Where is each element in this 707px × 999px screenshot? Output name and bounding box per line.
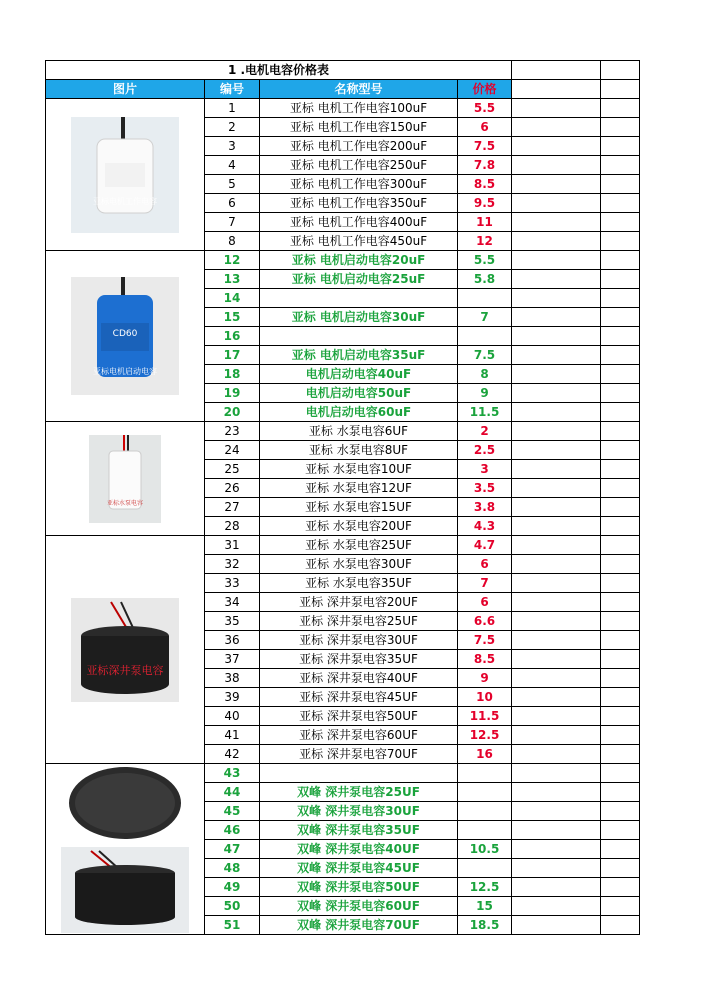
item-name: 双峰 深井泵电容45UF bbox=[260, 859, 458, 878]
item-name: 亚标 深井泵电容70UF bbox=[260, 745, 458, 764]
item-number: 48 bbox=[205, 859, 260, 878]
item-price: 9.5 bbox=[458, 194, 512, 213]
item-number: 15 bbox=[205, 308, 260, 327]
empty-cell[interactable] bbox=[512, 536, 601, 555]
item-price: 8.5 bbox=[458, 175, 512, 194]
empty-cell[interactable] bbox=[601, 555, 640, 574]
item-number: 28 bbox=[205, 517, 260, 536]
empty-cell[interactable] bbox=[512, 821, 601, 840]
item-price: 7.5 bbox=[458, 137, 512, 156]
empty-cell[interactable] bbox=[512, 327, 601, 346]
empty-cell[interactable] bbox=[601, 802, 640, 821]
item-price: 7.5 bbox=[458, 346, 512, 365]
item-number: 37 bbox=[205, 650, 260, 669]
item-price bbox=[458, 821, 512, 840]
empty-cell[interactable] bbox=[512, 365, 601, 384]
empty-cell[interactable] bbox=[601, 308, 640, 327]
item-name: 亚标 电机工作电容450uF bbox=[260, 232, 458, 251]
item-price: 2 bbox=[458, 422, 512, 441]
item-price: 6 bbox=[458, 593, 512, 612]
empty-cell[interactable] bbox=[601, 156, 640, 175]
item-name: 亚标 水泵电容35UF bbox=[260, 574, 458, 593]
empty-cell[interactable] bbox=[512, 498, 601, 517]
item-number: 36 bbox=[205, 631, 260, 650]
empty-cell[interactable] bbox=[512, 137, 601, 156]
item-number: 6 bbox=[205, 194, 260, 213]
item-name: 亚标 电机启动电容20uF bbox=[260, 251, 458, 270]
item-price: 12.5 bbox=[458, 726, 512, 745]
item-price: 9 bbox=[458, 384, 512, 403]
item-name: 亚标 水泵电容20UF bbox=[260, 517, 458, 536]
empty-cell[interactable] bbox=[601, 821, 640, 840]
item-name: 亚标 深井泵电容60UF bbox=[260, 726, 458, 745]
item-price: 7 bbox=[458, 574, 512, 593]
photo-watermark-label: 亚标深井泵电容 bbox=[86, 663, 164, 677]
item-name: 亚标 深井泵电容35UF bbox=[260, 650, 458, 669]
empty-cell[interactable] bbox=[601, 897, 640, 916]
empty-cell[interactable] bbox=[601, 99, 640, 118]
empty-cell[interactable] bbox=[512, 422, 601, 441]
item-price: 11.5 bbox=[458, 403, 512, 422]
empty-cell[interactable] bbox=[512, 612, 601, 631]
empty-cell[interactable] bbox=[601, 783, 640, 802]
empty-cell[interactable] bbox=[512, 175, 601, 194]
table-title: 1 .电机电容价格表 bbox=[46, 61, 512, 80]
item-number: 34 bbox=[205, 593, 260, 612]
empty-cell[interactable] bbox=[601, 403, 640, 422]
item-name: 亚标 深井泵电容25UF bbox=[260, 612, 458, 631]
empty-cell[interactable] bbox=[512, 232, 601, 251]
item-number: 50 bbox=[205, 897, 260, 916]
empty-cell[interactable] bbox=[601, 61, 640, 80]
empty-cell[interactable] bbox=[512, 61, 601, 80]
empty-cell[interactable] bbox=[601, 251, 640, 270]
item-name: 双峰 深井泵电容50UF bbox=[260, 878, 458, 897]
photo-brand-label: CD60 bbox=[112, 329, 138, 339]
item-name: 亚标 水泵电容10UF bbox=[260, 460, 458, 479]
item-price bbox=[458, 802, 512, 821]
empty-cell[interactable] bbox=[601, 631, 640, 650]
item-number: 12 bbox=[205, 251, 260, 270]
item-name: 亚标 电机工作电容250uF bbox=[260, 156, 458, 175]
item-number: 8 bbox=[205, 232, 260, 251]
product-image-cell bbox=[46, 536, 205, 764]
header-number: 编号 bbox=[205, 80, 260, 99]
empty-cell[interactable] bbox=[601, 479, 640, 498]
item-number: 43 bbox=[205, 764, 260, 783]
table-row bbox=[46, 422, 640, 441]
empty-cell[interactable] bbox=[512, 384, 601, 403]
item-price: 16 bbox=[458, 745, 512, 764]
item-number: 18 bbox=[205, 365, 260, 384]
empty-cell[interactable] bbox=[512, 80, 601, 99]
item-number: 5 bbox=[205, 175, 260, 194]
header-name: 名称型号 bbox=[260, 80, 458, 99]
item-price bbox=[458, 859, 512, 878]
header-image: 图片 bbox=[46, 80, 205, 99]
item-name: 双峰 深井泵电容25UF bbox=[260, 783, 458, 802]
empty-cell[interactable] bbox=[601, 194, 640, 213]
item-number: 3 bbox=[205, 137, 260, 156]
item-number: 1 bbox=[205, 99, 260, 118]
empty-cell[interactable] bbox=[512, 213, 601, 232]
empty-cell[interactable] bbox=[601, 840, 640, 859]
empty-cell[interactable] bbox=[512, 802, 601, 821]
empty-cell[interactable] bbox=[601, 384, 640, 403]
empty-cell[interactable] bbox=[601, 118, 640, 137]
item-number: 17 bbox=[205, 346, 260, 365]
item-price: 4.3 bbox=[458, 517, 512, 536]
price-table bbox=[45, 60, 640, 935]
item-number: 47 bbox=[205, 840, 260, 859]
item-price bbox=[458, 289, 512, 308]
empty-cell[interactable] bbox=[601, 80, 640, 99]
item-name: 亚标 电机启动电容30uF bbox=[260, 308, 458, 327]
item-price: 3 bbox=[458, 460, 512, 479]
item-number: 44 bbox=[205, 783, 260, 802]
item-number: 23 bbox=[205, 422, 260, 441]
item-name bbox=[260, 327, 458, 346]
empty-cell[interactable] bbox=[601, 878, 640, 897]
item-name: 电机启动电容50uF bbox=[260, 384, 458, 403]
white-run-capacitor-photo bbox=[71, 117, 179, 233]
item-name: 双峰 深井泵电容40UF bbox=[260, 840, 458, 859]
empty-cell[interactable] bbox=[601, 137, 640, 156]
item-price bbox=[458, 783, 512, 802]
item-number: 20 bbox=[205, 403, 260, 422]
item-price: 6.6 bbox=[458, 612, 512, 631]
item-price: 3.5 bbox=[458, 479, 512, 498]
item-name: 双峰 深井泵电容60UF bbox=[260, 897, 458, 916]
item-number: 33 bbox=[205, 574, 260, 593]
item-name bbox=[260, 289, 458, 308]
item-name: 亚标 深井泵电容50UF bbox=[260, 707, 458, 726]
empty-cell[interactable] bbox=[601, 270, 640, 289]
empty-cell[interactable] bbox=[601, 232, 640, 251]
empty-cell[interactable] bbox=[512, 726, 601, 745]
empty-cell[interactable] bbox=[512, 650, 601, 669]
empty-cell[interactable] bbox=[601, 327, 640, 346]
item-number: 39 bbox=[205, 688, 260, 707]
item-name: 亚标 电机工作电容150uF bbox=[260, 118, 458, 137]
item-name: 亚标 电机工作电容400uF bbox=[260, 213, 458, 232]
item-price: 8.5 bbox=[458, 650, 512, 669]
item-number: 40 bbox=[205, 707, 260, 726]
photo-watermark-label: 亚标水泵电容 bbox=[106, 499, 143, 507]
empty-cell[interactable] bbox=[601, 916, 640, 935]
product-image-cell bbox=[46, 99, 205, 251]
item-number: 41 bbox=[205, 726, 260, 745]
empty-cell[interactable] bbox=[601, 460, 640, 479]
item-number: 26 bbox=[205, 479, 260, 498]
item-number: 38 bbox=[205, 669, 260, 688]
empty-cell[interactable] bbox=[601, 745, 640, 764]
item-name: 亚标 电机启动电容25uF bbox=[260, 270, 458, 289]
header-row bbox=[46, 80, 640, 99]
item-price: 6 bbox=[458, 555, 512, 574]
item-number: 31 bbox=[205, 536, 260, 555]
table-row bbox=[46, 251, 640, 270]
empty-cell[interactable] bbox=[601, 498, 640, 517]
item-number: 16 bbox=[205, 327, 260, 346]
empty-cell[interactable] bbox=[512, 574, 601, 593]
item-number: 27 bbox=[205, 498, 260, 517]
empty-cell[interactable] bbox=[601, 688, 640, 707]
item-number: 19 bbox=[205, 384, 260, 403]
item-name: 双峰 深井泵电容70UF bbox=[260, 916, 458, 935]
item-name: 亚标 水泵电容12UF bbox=[260, 479, 458, 498]
item-number: 13 bbox=[205, 270, 260, 289]
item-name bbox=[260, 764, 458, 783]
item-price: 5.5 bbox=[458, 251, 512, 270]
empty-cell[interactable] bbox=[512, 878, 601, 897]
empty-cell[interactable] bbox=[512, 840, 601, 859]
item-name: 亚标 水泵电容15UF bbox=[260, 498, 458, 517]
item-number: 2 bbox=[205, 118, 260, 137]
table-row bbox=[46, 99, 640, 118]
empty-cell[interactable] bbox=[512, 403, 601, 422]
item-price: 4.7 bbox=[458, 536, 512, 555]
empty-cell[interactable] bbox=[512, 99, 601, 118]
item-price: 10 bbox=[458, 688, 512, 707]
empty-cell[interactable] bbox=[512, 479, 601, 498]
item-name: 亚标 电机工作电容200uF bbox=[260, 137, 458, 156]
item-number: 51 bbox=[205, 916, 260, 935]
photo-watermark-label: 亚标电机工作电容 bbox=[93, 196, 157, 206]
item-name: 亚标 水泵电容25UF bbox=[260, 536, 458, 555]
item-price: 7.8 bbox=[458, 156, 512, 175]
item-name: 亚标 深井泵电容20UF bbox=[260, 593, 458, 612]
item-number: 4 bbox=[205, 156, 260, 175]
item-number: 7 bbox=[205, 213, 260, 232]
empty-cell[interactable] bbox=[601, 650, 640, 669]
item-price: 3.8 bbox=[458, 498, 512, 517]
empty-cell[interactable] bbox=[601, 574, 640, 593]
empty-cell[interactable] bbox=[601, 441, 640, 460]
item-name: 亚标 深井泵电容40UF bbox=[260, 669, 458, 688]
item-name: 亚标 电机工作电容300uF bbox=[260, 175, 458, 194]
item-number: 45 bbox=[205, 802, 260, 821]
item-price: 12 bbox=[458, 232, 512, 251]
empty-cell[interactable] bbox=[512, 916, 601, 935]
photo-watermark-label: 亚标电机启动电容 bbox=[93, 367, 157, 376]
item-number: 25 bbox=[205, 460, 260, 479]
item-number: 49 bbox=[205, 878, 260, 897]
item-number: 14 bbox=[205, 289, 260, 308]
empty-cell[interactable] bbox=[601, 289, 640, 308]
item-price: 11 bbox=[458, 213, 512, 232]
empty-cell[interactable] bbox=[601, 536, 640, 555]
item-price: 11.5 bbox=[458, 707, 512, 726]
item-price: 9 bbox=[458, 669, 512, 688]
empty-cell[interactable] bbox=[512, 441, 601, 460]
item-price bbox=[458, 327, 512, 346]
empty-cell[interactable] bbox=[601, 346, 640, 365]
empty-cell[interactable] bbox=[601, 365, 640, 384]
table-row bbox=[46, 764, 640, 783]
product-image-cell bbox=[46, 764, 205, 935]
item-name: 亚标 水泵电容30UF bbox=[260, 555, 458, 574]
empty-cell[interactable] bbox=[601, 175, 640, 194]
item-name: 双峰 深井泵电容35UF bbox=[260, 821, 458, 840]
empty-cell[interactable] bbox=[601, 612, 640, 631]
empty-cell[interactable] bbox=[512, 688, 601, 707]
empty-cell[interactable] bbox=[512, 251, 601, 270]
item-price: 6 bbox=[458, 118, 512, 137]
black-deep-well-capacitor-photo bbox=[71, 598, 179, 702]
empty-cell[interactable] bbox=[512, 118, 601, 137]
item-number: 42 bbox=[205, 745, 260, 764]
empty-cell[interactable] bbox=[512, 460, 601, 479]
empty-cell[interactable] bbox=[601, 707, 640, 726]
small-pump-capacitor-photo bbox=[89, 435, 161, 523]
item-name: 亚标 电机启动电容35uF bbox=[260, 346, 458, 365]
empty-cell[interactable] bbox=[601, 764, 640, 783]
empty-cell[interactable] bbox=[512, 745, 601, 764]
item-number: 32 bbox=[205, 555, 260, 574]
empty-cell[interactable] bbox=[601, 669, 640, 688]
item-price: 18.5 bbox=[458, 916, 512, 935]
product-image-cell bbox=[46, 422, 205, 536]
empty-cell[interactable] bbox=[512, 669, 601, 688]
header-price: 价格 bbox=[458, 80, 512, 99]
empty-cell[interactable] bbox=[512, 289, 601, 308]
empty-cell[interactable] bbox=[601, 593, 640, 612]
item-name: 亚标 水泵电容8UF bbox=[260, 441, 458, 460]
item-name: 电机启动电容60uF bbox=[260, 403, 458, 422]
shuangfeng-deep-well-capacitor-photo bbox=[61, 765, 189, 933]
empty-cell[interactable] bbox=[512, 593, 601, 612]
empty-cell[interactable] bbox=[512, 346, 601, 365]
item-name: 双峰 深井泵电容30UF bbox=[260, 802, 458, 821]
item-price: 7 bbox=[458, 308, 512, 327]
empty-cell[interactable] bbox=[512, 517, 601, 536]
empty-cell[interactable] bbox=[512, 859, 601, 878]
empty-cell[interactable] bbox=[512, 270, 601, 289]
item-name: 亚标 水泵电容6UF bbox=[260, 422, 458, 441]
empty-cell[interactable] bbox=[512, 308, 601, 327]
empty-cell[interactable] bbox=[512, 631, 601, 650]
item-price: 10.5 bbox=[458, 840, 512, 859]
empty-cell[interactable] bbox=[512, 555, 601, 574]
item-name: 亚标 深井泵电容30UF bbox=[260, 631, 458, 650]
empty-cell[interactable] bbox=[512, 783, 601, 802]
item-price: 5.5 bbox=[458, 99, 512, 118]
item-number: 46 bbox=[205, 821, 260, 840]
item-price: 8 bbox=[458, 365, 512, 384]
item-name: 亚标 深井泵电容45UF bbox=[260, 688, 458, 707]
empty-cell[interactable] bbox=[601, 422, 640, 441]
item-name: 电机启动电容40uF bbox=[260, 365, 458, 384]
product-image-cell bbox=[46, 251, 205, 422]
item-price: 15 bbox=[458, 897, 512, 916]
item-number: 35 bbox=[205, 612, 260, 631]
item-price: 7.5 bbox=[458, 631, 512, 650]
empty-cell[interactable] bbox=[512, 897, 601, 916]
empty-cell[interactable] bbox=[512, 707, 601, 726]
item-price bbox=[458, 764, 512, 783]
empty-cell[interactable] bbox=[512, 156, 601, 175]
item-name: 亚标 电机工作电容100uF bbox=[260, 99, 458, 118]
title-row bbox=[46, 61, 640, 80]
item-price: 5.8 bbox=[458, 270, 512, 289]
table-row bbox=[46, 536, 640, 555]
empty-cell[interactable] bbox=[601, 517, 640, 536]
blue-start-capacitor-photo bbox=[71, 277, 179, 395]
item-price: 2.5 bbox=[458, 441, 512, 460]
item-price: 12.5 bbox=[458, 878, 512, 897]
item-number: 24 bbox=[205, 441, 260, 460]
empty-cell[interactable] bbox=[512, 194, 601, 213]
empty-cell[interactable] bbox=[601, 213, 640, 232]
empty-cell[interactable] bbox=[601, 859, 640, 878]
empty-cell[interactable] bbox=[512, 764, 601, 783]
empty-cell[interactable] bbox=[601, 726, 640, 745]
item-name: 亚标 电机工作电容350uF bbox=[260, 194, 458, 213]
